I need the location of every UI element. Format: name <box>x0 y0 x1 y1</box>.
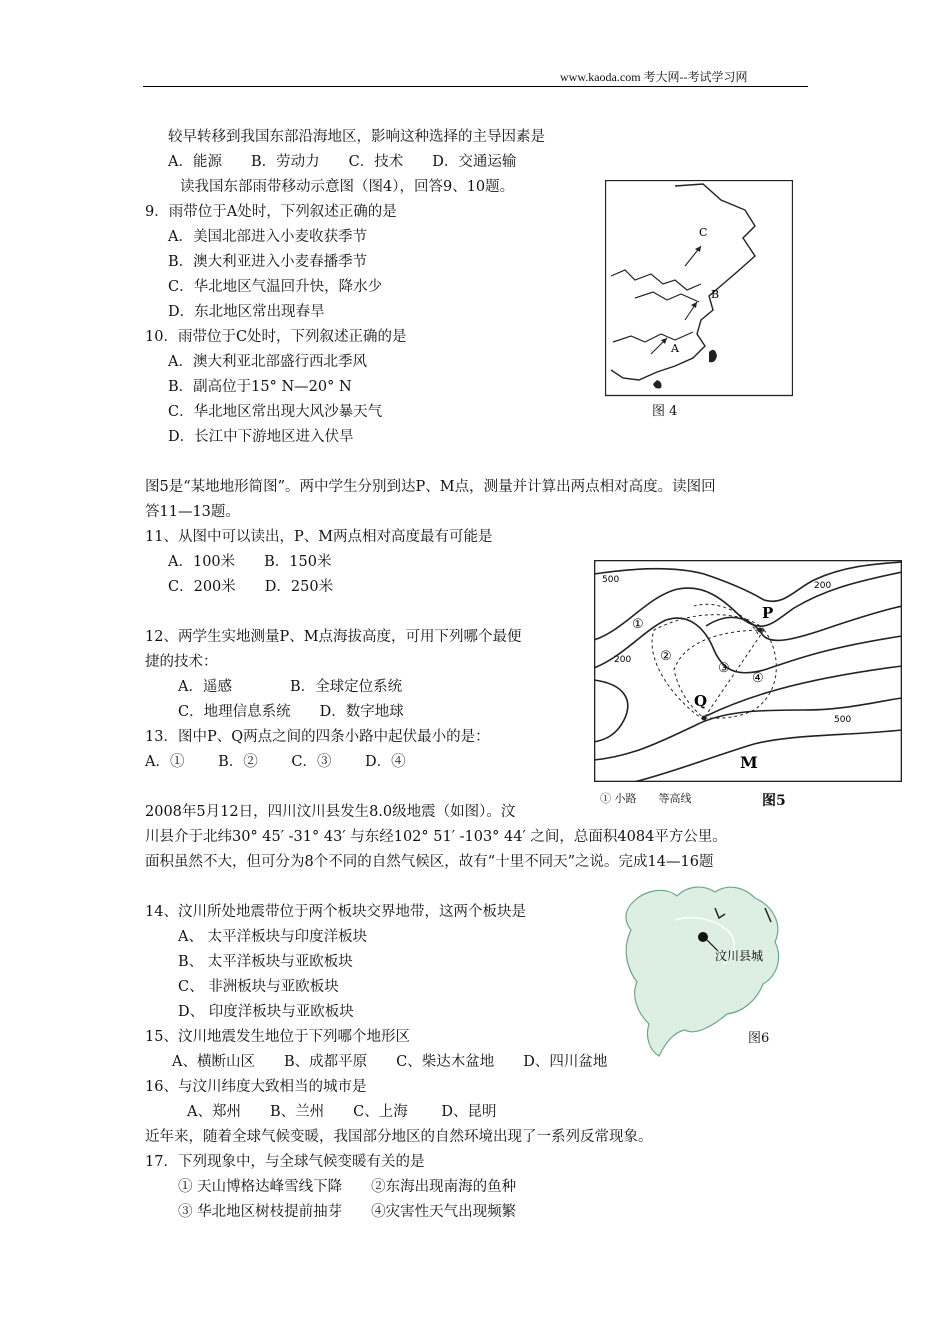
q13-options: A．① B．② C．③ D．④ <box>145 754 406 770</box>
q12-options-ab: A．遥感 B．全球定位系统 <box>178 679 403 695</box>
question-16: 16、与汶川纬度大致相当的城市是 <box>145 1079 367 1095</box>
q9-option-c: C．华北地区气温回升快，降水少 <box>168 279 383 295</box>
legend-path-symbol: ① <box>600 792 611 805</box>
figure-5-legend <box>600 790 692 806</box>
paragraph-climate: 近年来，随着全球气候变暖，我国部分地区的自然环境出现了一系列反常现象。 <box>145 1129 653 1145</box>
question-13: 13．图中P、Q两点之间的四条小路中起伏最小的是： <box>145 729 490 745</box>
q17-row-2: ③ 华北地区树枝提前抽芽 ④灾害性天气出现频繁 <box>178 1204 517 1220</box>
figure-6-caption: 图6 <box>748 1031 770 1046</box>
question-14: 14、汶川所处地震带位于两个板块交界地带，这两个板块是 <box>145 904 526 920</box>
path-label-2: ② <box>660 649 672 664</box>
text-line: 较早转移到我国东部沿海地区，影响这种选择的主导因素是 <box>168 129 545 145</box>
q14-option-a: A、 太平洋板块与印度洋板块 <box>178 929 368 945</box>
contour-label-200: 200 <box>614 655 632 665</box>
label-a: A <box>671 342 679 355</box>
q17-row-1: ① 天山博格达峰雪线下降 ②东海出现南海的鱼种 <box>178 1179 517 1195</box>
q8-options: A．能源 B．劳动力 C．技术 D．交通运输 <box>168 154 517 170</box>
paragraph-fig6: 川县介于北纬30° 45′ -31° 43′ 与东经102° 51′ -103° 44′ 之间，总面积4084平方公里。 <box>145 829 727 845</box>
q14-option-d: D、 印度洋板块与亚欧板块 <box>178 1004 354 1020</box>
path-label-1: ① <box>632 617 644 632</box>
path-label-4: ④ <box>752 671 764 686</box>
label-c: C <box>699 226 708 239</box>
q15-options: A、横断山区 B、成都平原 C、柴达木盆地 D、四川盆地 <box>172 1054 608 1070</box>
q9-option-d: D．东北地区常出现春旱 <box>168 304 325 320</box>
wenchuan-label: 汶川县城 <box>715 949 764 963</box>
paragraph-fig5: 答11—13题。 <box>145 504 240 520</box>
q12-options-cd: C．地理信息系统 D．数字地球 <box>178 704 404 720</box>
q11-options-cd: C．200米 D．250米 <box>168 579 334 595</box>
label-b: B <box>711 288 720 301</box>
q10-option-a: A．澳大利亚北部盛行西北季风 <box>168 354 367 370</box>
contour-label-500: 500 <box>602 575 620 585</box>
paragraph-fig6: 2008年5月12日，四川汶川县发生8.0级地震（如图）。汶 <box>145 804 516 820</box>
q9-option-b: B．澳大利亚进入小麦春播季节 <box>168 254 368 270</box>
question-10: 10．雨带位于C处时，下列叙述正确的是 <box>145 329 407 345</box>
figure-4-caption: 图 4 <box>652 404 678 419</box>
q16-options: A、郑州 B、兰州 C、上海 D、昆明 <box>187 1104 497 1120</box>
question-12: 捷的技术： <box>145 654 218 670</box>
q9-option-a: A．美国北部进入小麦收获季节 <box>168 229 367 245</box>
contour-label-500: 500 <box>834 715 852 725</box>
q14-option-b: B、 太平洋板块与亚欧板块 <box>178 954 353 970</box>
q11-options-ab: A．100米 B．150米 <box>168 554 332 570</box>
question-11: 11、从图中可以读出，P、M两点相对高度最有可能是 <box>145 529 493 545</box>
path-label-3: ③ <box>718 661 730 676</box>
figure-5-caption: 图5 <box>762 793 786 809</box>
header-rule <box>143 86 808 87</box>
page-header: www.kaoda.com 考大网--考试学习网 <box>560 70 748 84</box>
question-12: 12、两学生实地测量P、M点海拔高度，可用下列哪个最便 <box>145 629 522 645</box>
paragraph-fig6: 面积虽然不大，但可分为8个不同的自然气候区，故有“十里不同天”之说。完成14—16题 <box>145 854 714 870</box>
question-15: 15、汶川地震发生地位于下列哪个地形区 <box>145 1029 410 1045</box>
q10-option-c: C．华北地区常出现大风沙暴天气 <box>168 404 383 420</box>
figure-4-map <box>605 180 793 420</box>
q10-option-d: D．长江中下游地区进入伏旱 <box>168 429 354 445</box>
figure-5-contour-map <box>594 560 902 782</box>
point-q: Q <box>694 692 708 710</box>
point-m: M <box>740 753 758 772</box>
q14-option-c: C、 非洲板块与亚欧板块 <box>178 979 339 995</box>
point-p: P <box>762 604 774 622</box>
paragraph-fig5: 图5是“某地地形简图”。两中学生分别到达P、M点，测量并计算出两点相对高度。读图回 <box>145 479 716 495</box>
text-line: 读我国东部雨带移动示意图（图4），回答9、10题。 <box>180 179 515 195</box>
question-9: 9．雨带位于A处时，下列叙述正确的是 <box>145 204 397 220</box>
contour-label-200: 200 <box>814 581 832 591</box>
question-17: 17．下列现象中，与全球气候变暖有关的是 <box>145 1154 425 1170</box>
legend-text: 小路 等高线 <box>614 792 692 805</box>
q10-option-b: B．副高位于15° N—20° N <box>168 379 352 395</box>
